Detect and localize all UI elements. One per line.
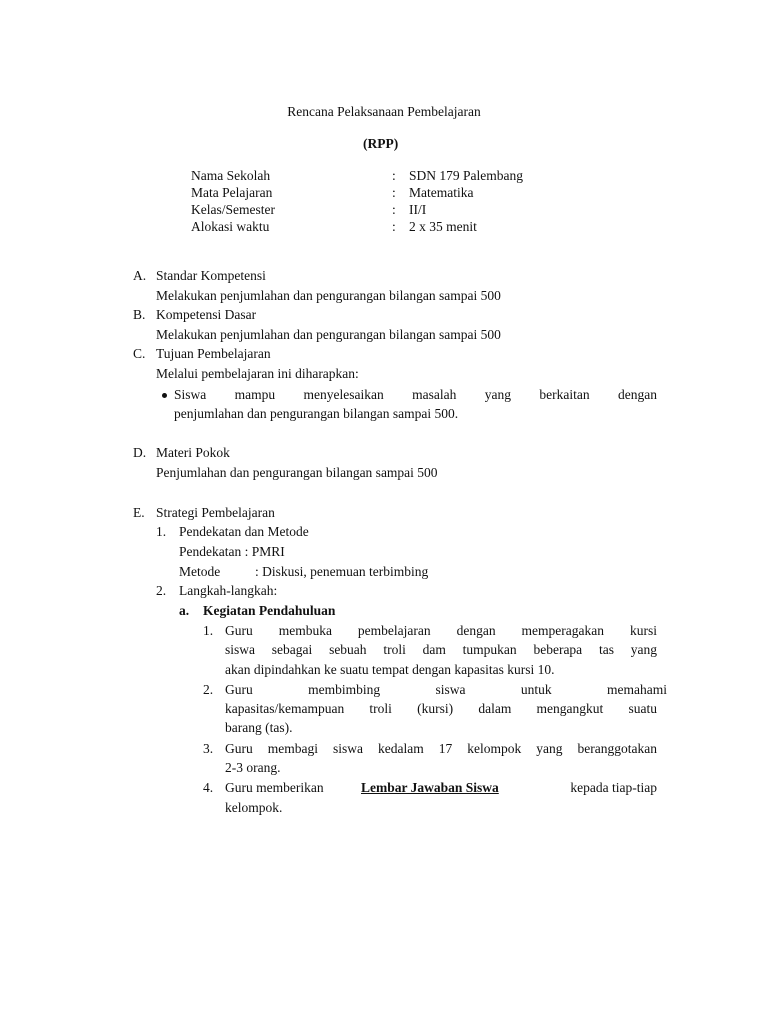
step-text-line: Guru membuka pembelajaran dengan memperagakan kursi <box>225 623 657 638</box>
identity-sep: : <box>392 168 396 183</box>
metode-label: Metode <box>179 564 221 579</box>
step-text-line: kelompok. <box>225 800 283 815</box>
bullet-text-line: penjumlahan dan pengurangan bilangan sampai 500. <box>174 406 459 421</box>
section-heading: Standar Kompetensi <box>156 268 266 283</box>
section-body: Penjumlahan dan pengurangan bilangan sampai 500 <box>156 465 438 480</box>
page-subtitle: (RPP) <box>363 136 399 151</box>
activity-heading: Kegiatan Pendahuluan <box>203 603 336 618</box>
step-text-line: akan dipindahkan ke suatu tempat dengan kapasitas kursi 10. <box>225 662 555 677</box>
subsection-number: 1. <box>156 524 167 539</box>
step-text-line: 2-3 orang. <box>225 760 281 775</box>
section-letter: A. <box>133 268 147 283</box>
subsection-number: 2. <box>156 583 167 598</box>
subsection-heading: Pendekatan dan Metode <box>179 524 309 539</box>
identity-value: SDN 179 Palembang <box>409 168 523 183</box>
step-number: 4. <box>203 780 214 795</box>
section-heading: Materi Pokok <box>156 445 230 460</box>
pendekatan-line: Pendekatan : PMRI <box>179 544 285 559</box>
section-heading: Kompetensi Dasar <box>156 307 257 322</box>
section-letter: D. <box>133 445 147 460</box>
step-text-line: Guru memberikan <box>225 780 324 795</box>
section-body: Melalui pembelajaran ini diharapkan: <box>156 366 359 381</box>
metode-value: : Diskusi, penemuan terbimbing <box>255 564 429 579</box>
step-text-line: kapasitas/kemampuan troli (kursi) dalam mengangkut suatu <box>225 701 657 716</box>
section-letter: C. <box>133 346 146 361</box>
step-text-line: Guru membagi siswa kedalam 17 kelompok yang beranggotakan <box>225 741 657 756</box>
section-heading: Tujuan Pembelajaran <box>156 346 271 361</box>
step-number: 2. <box>203 682 214 697</box>
step-number: 3. <box>203 741 214 756</box>
identity-value: Matematika <box>409 185 474 200</box>
identity-sep: : <box>392 202 396 217</box>
page-title: Rencana Pelaksanaan Pembelajaran <box>287 104 481 119</box>
identity-value: II/I <box>409 202 427 217</box>
step-text-line: siswa sebagai sebuah troli dam tumpukan beberapa tas yang <box>225 642 657 657</box>
identity-label: Nama Sekolah <box>191 168 271 183</box>
section-body: Melakukan penjumlahan dan pengurangan bilangan sampai 500 <box>156 327 501 342</box>
bullet-text-line: Siswa mampu menyelesaikan masalah yang berkaitan dengan <box>174 387 657 402</box>
step-text-line: barang (tas). <box>225 720 293 735</box>
identity-value: 2 x 35 menit <box>409 219 477 234</box>
step-number: 1. <box>203 623 214 638</box>
section-body: Melakukan penjumlahan dan pengurangan bilangan sampai 500 <box>156 288 501 303</box>
identity-label: Kelas/Semester <box>191 202 275 217</box>
step-text-line: Guru membimbing siswa untuk memahami <box>225 682 667 697</box>
bullet-dot <box>162 393 167 398</box>
lembar-jawaban-link: Lembar Jawaban Siswa <box>361 780 499 795</box>
section-letter: B. <box>133 307 146 322</box>
section-heading: Strategi Pembelajaran <box>156 505 275 520</box>
subsection-heading: Langkah-langkah: <box>179 583 278 598</box>
identity-label: Mata Pelajaran <box>191 185 273 200</box>
identity-sep: : <box>392 185 396 200</box>
section-letter: E. <box>133 505 145 520</box>
step-text-line: kepada tiap-tiap <box>570 780 657 795</box>
identity-sep: : <box>392 219 396 234</box>
identity-label: Alokasi waktu <box>191 219 270 234</box>
activity-letter: a. <box>179 603 190 618</box>
